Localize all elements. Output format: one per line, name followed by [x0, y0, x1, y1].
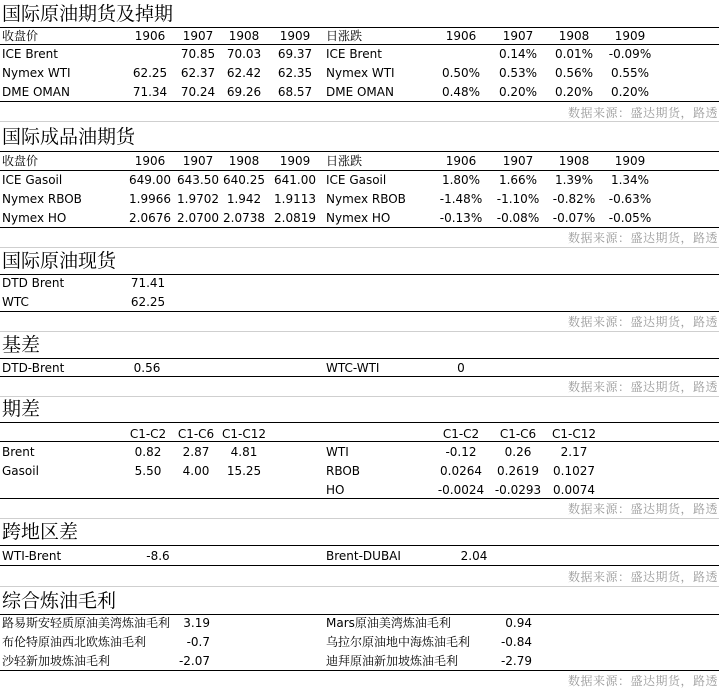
section-title: 跨地区差 — [2, 521, 79, 543]
row-name: ICE Brent — [326, 47, 382, 61]
row-name: Brent-DUBAI — [326, 549, 401, 563]
cell-value: 1.9966 — [129, 192, 171, 206]
cell-value: -0.0024 — [437, 483, 485, 497]
cell-value: -0.82% — [552, 192, 596, 206]
cell-value: 70.24 — [180, 85, 216, 99]
cell-value: 0.0074 — [553, 483, 595, 497]
source-rule — [0, 518, 719, 519]
cell-value: 4.81 — [230, 445, 258, 459]
source-rule — [0, 586, 719, 587]
row-name: 迪拜原油新加坡炼油毛利 — [326, 654, 459, 668]
cell-value: 2.17 — [560, 445, 588, 459]
month-header: 1908 — [558, 154, 590, 168]
row-name: Nymex WTI — [326, 66, 395, 80]
section-title: 国际成品油期货 — [2, 126, 136, 148]
header-close: 收盘价 — [2, 154, 39, 168]
month-header: 1908 — [558, 29, 590, 43]
cell-value: 1.942 — [226, 192, 262, 206]
cell-value: 0.01% — [554, 47, 594, 61]
cell-value: 1.39% — [554, 173, 594, 187]
cell-value: 0.53% — [498, 66, 538, 80]
cell-value: 62.42 — [226, 66, 262, 80]
cell-value: 4.00 — [182, 464, 210, 478]
row-name: DTD Brent — [2, 276, 65, 290]
row-name: DME OMAN — [326, 85, 394, 99]
col-header: C1-C12 — [222, 427, 266, 441]
col-header: C1-C2 — [442, 427, 480, 441]
header-rule — [0, 44, 719, 45]
cell-value: -0.0293 — [494, 483, 542, 497]
cell-value: 2.0819 — [274, 211, 316, 225]
title-rule — [0, 151, 719, 152]
col-header: C1-C2 — [129, 427, 167, 441]
month-header: 1906 — [134, 154, 166, 168]
title-rule — [0, 545, 719, 546]
row-name: ICE Gasoil — [2, 173, 63, 187]
col-header: C1-C6 — [177, 427, 215, 441]
cell-value: -1.10% — [496, 192, 540, 206]
cell-value: 70.85 — [180, 47, 216, 61]
cell-value: 2.0738 — [223, 211, 265, 225]
month-header: 1907 — [182, 154, 214, 168]
row-name: 沙轻新加坡炼油毛利 — [2, 654, 111, 668]
title-rule — [0, 27, 719, 28]
row-name: WTC-WTI — [326, 361, 380, 375]
row-name: 路易斯安轻质原油美湾炼油毛利 — [2, 616, 171, 630]
row-name: Nymex RBOB — [326, 192, 406, 206]
table-bottom-rule — [0, 376, 719, 377]
cell-value: 2.04 — [460, 549, 488, 563]
cell-value: 0.0264 — [440, 464, 482, 478]
row-name: DTD-Brent — [2, 361, 65, 375]
cell-value: 0 — [457, 361, 465, 375]
cell-value: 641.00 — [274, 173, 316, 187]
cell-value: 0.48% — [441, 85, 481, 99]
cell-value: 62.25 — [130, 295, 166, 309]
title-rule — [0, 274, 719, 275]
table-bottom-rule — [0, 565, 719, 566]
row-name: Nymex HO — [2, 211, 67, 225]
cell-value: 640.25 — [223, 173, 265, 187]
table-bottom-rule — [0, 101, 719, 102]
cell-value: 1.9702 — [177, 192, 219, 206]
cell-value: 0.56% — [554, 66, 594, 80]
row-name: WTI-Brent — [2, 549, 62, 563]
source-rule — [0, 331, 719, 332]
source-rule — [0, 121, 719, 122]
cell-value: 0.20% — [610, 85, 650, 99]
month-header: 1906 — [445, 29, 477, 43]
row-name: Gasoil — [2, 464, 39, 478]
table-bottom-rule — [0, 227, 719, 228]
source-note: 数据来源：盛达期货，路透 — [568, 315, 719, 329]
cell-value: 0.20% — [498, 85, 538, 99]
header-rule — [0, 170, 719, 171]
cell-value: 1.9113 — [274, 192, 316, 206]
cell-value: 5.50 — [134, 464, 162, 478]
cell-value: 0.14% — [498, 47, 538, 61]
cell-value: 2.87 — [182, 445, 210, 459]
source-note: 数据来源：盛达期货，路透 — [568, 106, 719, 120]
cell-value: -0.07% — [552, 211, 596, 225]
cell-value: 1.80% — [441, 173, 481, 187]
section-title: 国际原油期货及掉期 — [2, 3, 174, 25]
cell-value: 0.20% — [554, 85, 594, 99]
cell-value: 3.19 — [183, 616, 210, 630]
month-header: 1908 — [228, 29, 260, 43]
source-note: 数据来源：盛达期货，路透 — [568, 502, 719, 516]
row-name: HO — [326, 483, 345, 497]
month-header: 1909 — [279, 29, 311, 43]
source-note: 数据来源：盛达期货，路透 — [568, 674, 719, 688]
row-name: Nymex HO — [326, 211, 391, 225]
header-rule — [0, 441, 719, 442]
cell-value: -2.07 — [178, 654, 210, 668]
month-header: 1907 — [502, 29, 534, 43]
cell-value: 15.25 — [226, 464, 262, 478]
row-name: Nymex RBOB — [2, 192, 82, 206]
source-note: 数据来源：盛达期货，路透 — [568, 231, 719, 245]
section-title: 期差 — [2, 398, 41, 420]
source-rule — [0, 247, 719, 248]
cell-value: -0.7 — [186, 635, 210, 649]
cell-value: -1.48% — [439, 192, 483, 206]
month-header: 1908 — [228, 154, 260, 168]
row-name: DME OMAN — [2, 85, 70, 99]
cell-value: -0.05% — [608, 211, 652, 225]
cell-value: 71.41 — [130, 276, 166, 290]
cell-value: 0.55% — [610, 66, 650, 80]
month-header: 1907 — [182, 29, 214, 43]
table-bottom-rule — [0, 311, 719, 312]
section-title: 基差 — [2, 334, 41, 356]
source-note: 数据来源：盛达期货，路透 — [568, 570, 719, 584]
month-header: 1907 — [502, 154, 534, 168]
month-header: 1909 — [614, 29, 646, 43]
month-header: 1906 — [445, 154, 477, 168]
cell-value: -0.09% — [608, 47, 652, 61]
title-rule — [0, 422, 719, 423]
cell-value: -0.08% — [496, 211, 540, 225]
row-name: 布伦特原油西北欧炼油毛利 — [2, 635, 147, 649]
row-name: WTI — [326, 445, 349, 459]
cell-value: 0.1027 — [553, 464, 595, 478]
cell-value: 62.37 — [180, 66, 216, 80]
col-header: C1-C6 — [499, 427, 537, 441]
table-bottom-rule — [0, 498, 719, 499]
cell-value: -8.6 — [146, 549, 170, 563]
row-name: Mars原油美湾炼油毛利 — [326, 616, 451, 630]
cell-value: 0.94 — [505, 616, 532, 630]
source-note: 数据来源：盛达期货，路透 — [568, 380, 719, 394]
month-header: 1909 — [614, 154, 646, 168]
cell-value: 0.26 — [504, 445, 532, 459]
row-name: ICE Gasoil — [326, 173, 387, 187]
cell-value: 69.37 — [277, 47, 313, 61]
cell-value: 1.34% — [610, 173, 650, 187]
row-name: RBOB — [326, 464, 361, 478]
cell-value: 0.2619 — [497, 464, 539, 478]
cell-value: 70.03 — [226, 47, 262, 61]
cell-value: 0.50% — [441, 66, 481, 80]
cell-value: 649.00 — [129, 173, 171, 187]
row-name: WTC — [2, 295, 29, 309]
cell-value: -0.84 — [500, 635, 532, 649]
row-name: ICE Brent — [2, 47, 58, 61]
cell-value: -2.79 — [500, 654, 532, 668]
cell-value: 68.57 — [277, 85, 313, 99]
section-title: 综合炼油毛利 — [2, 590, 117, 612]
cell-value: 69.26 — [226, 85, 262, 99]
table-bottom-rule — [0, 670, 719, 671]
cell-value: 2.0676 — [129, 211, 171, 225]
cell-value: -0.63% — [608, 192, 652, 206]
row-name: Nymex WTI — [2, 66, 71, 80]
title-rule — [0, 358, 719, 359]
source-rule — [0, 396, 719, 397]
title-rule — [0, 614, 719, 615]
cell-value: -0.13% — [439, 211, 483, 225]
cell-value: 0.56 — [133, 361, 161, 375]
cell-value: 0.82 — [134, 445, 162, 459]
header-change: 日涨跌 — [326, 29, 363, 43]
cell-value: 62.35 — [277, 66, 313, 80]
col-header: C1-C12 — [552, 427, 596, 441]
month-header: 1906 — [134, 29, 166, 43]
cell-value: 62.25 — [132, 66, 168, 80]
month-header: 1909 — [279, 154, 311, 168]
section-title: 国际原油现货 — [2, 250, 117, 272]
row-name: Brent — [2, 445, 35, 459]
cell-value: 1.66% — [498, 173, 538, 187]
cell-value: -0.12 — [445, 445, 477, 459]
cell-value: 643.50 — [177, 173, 219, 187]
cell-value: 2.0700 — [177, 211, 219, 225]
header-change: 日涨跌 — [326, 154, 363, 168]
header-close: 收盘价 — [2, 29, 39, 43]
row-name: 乌拉尔原油地中海炼油毛利 — [326, 635, 471, 649]
cell-value: 71.34 — [132, 85, 168, 99]
